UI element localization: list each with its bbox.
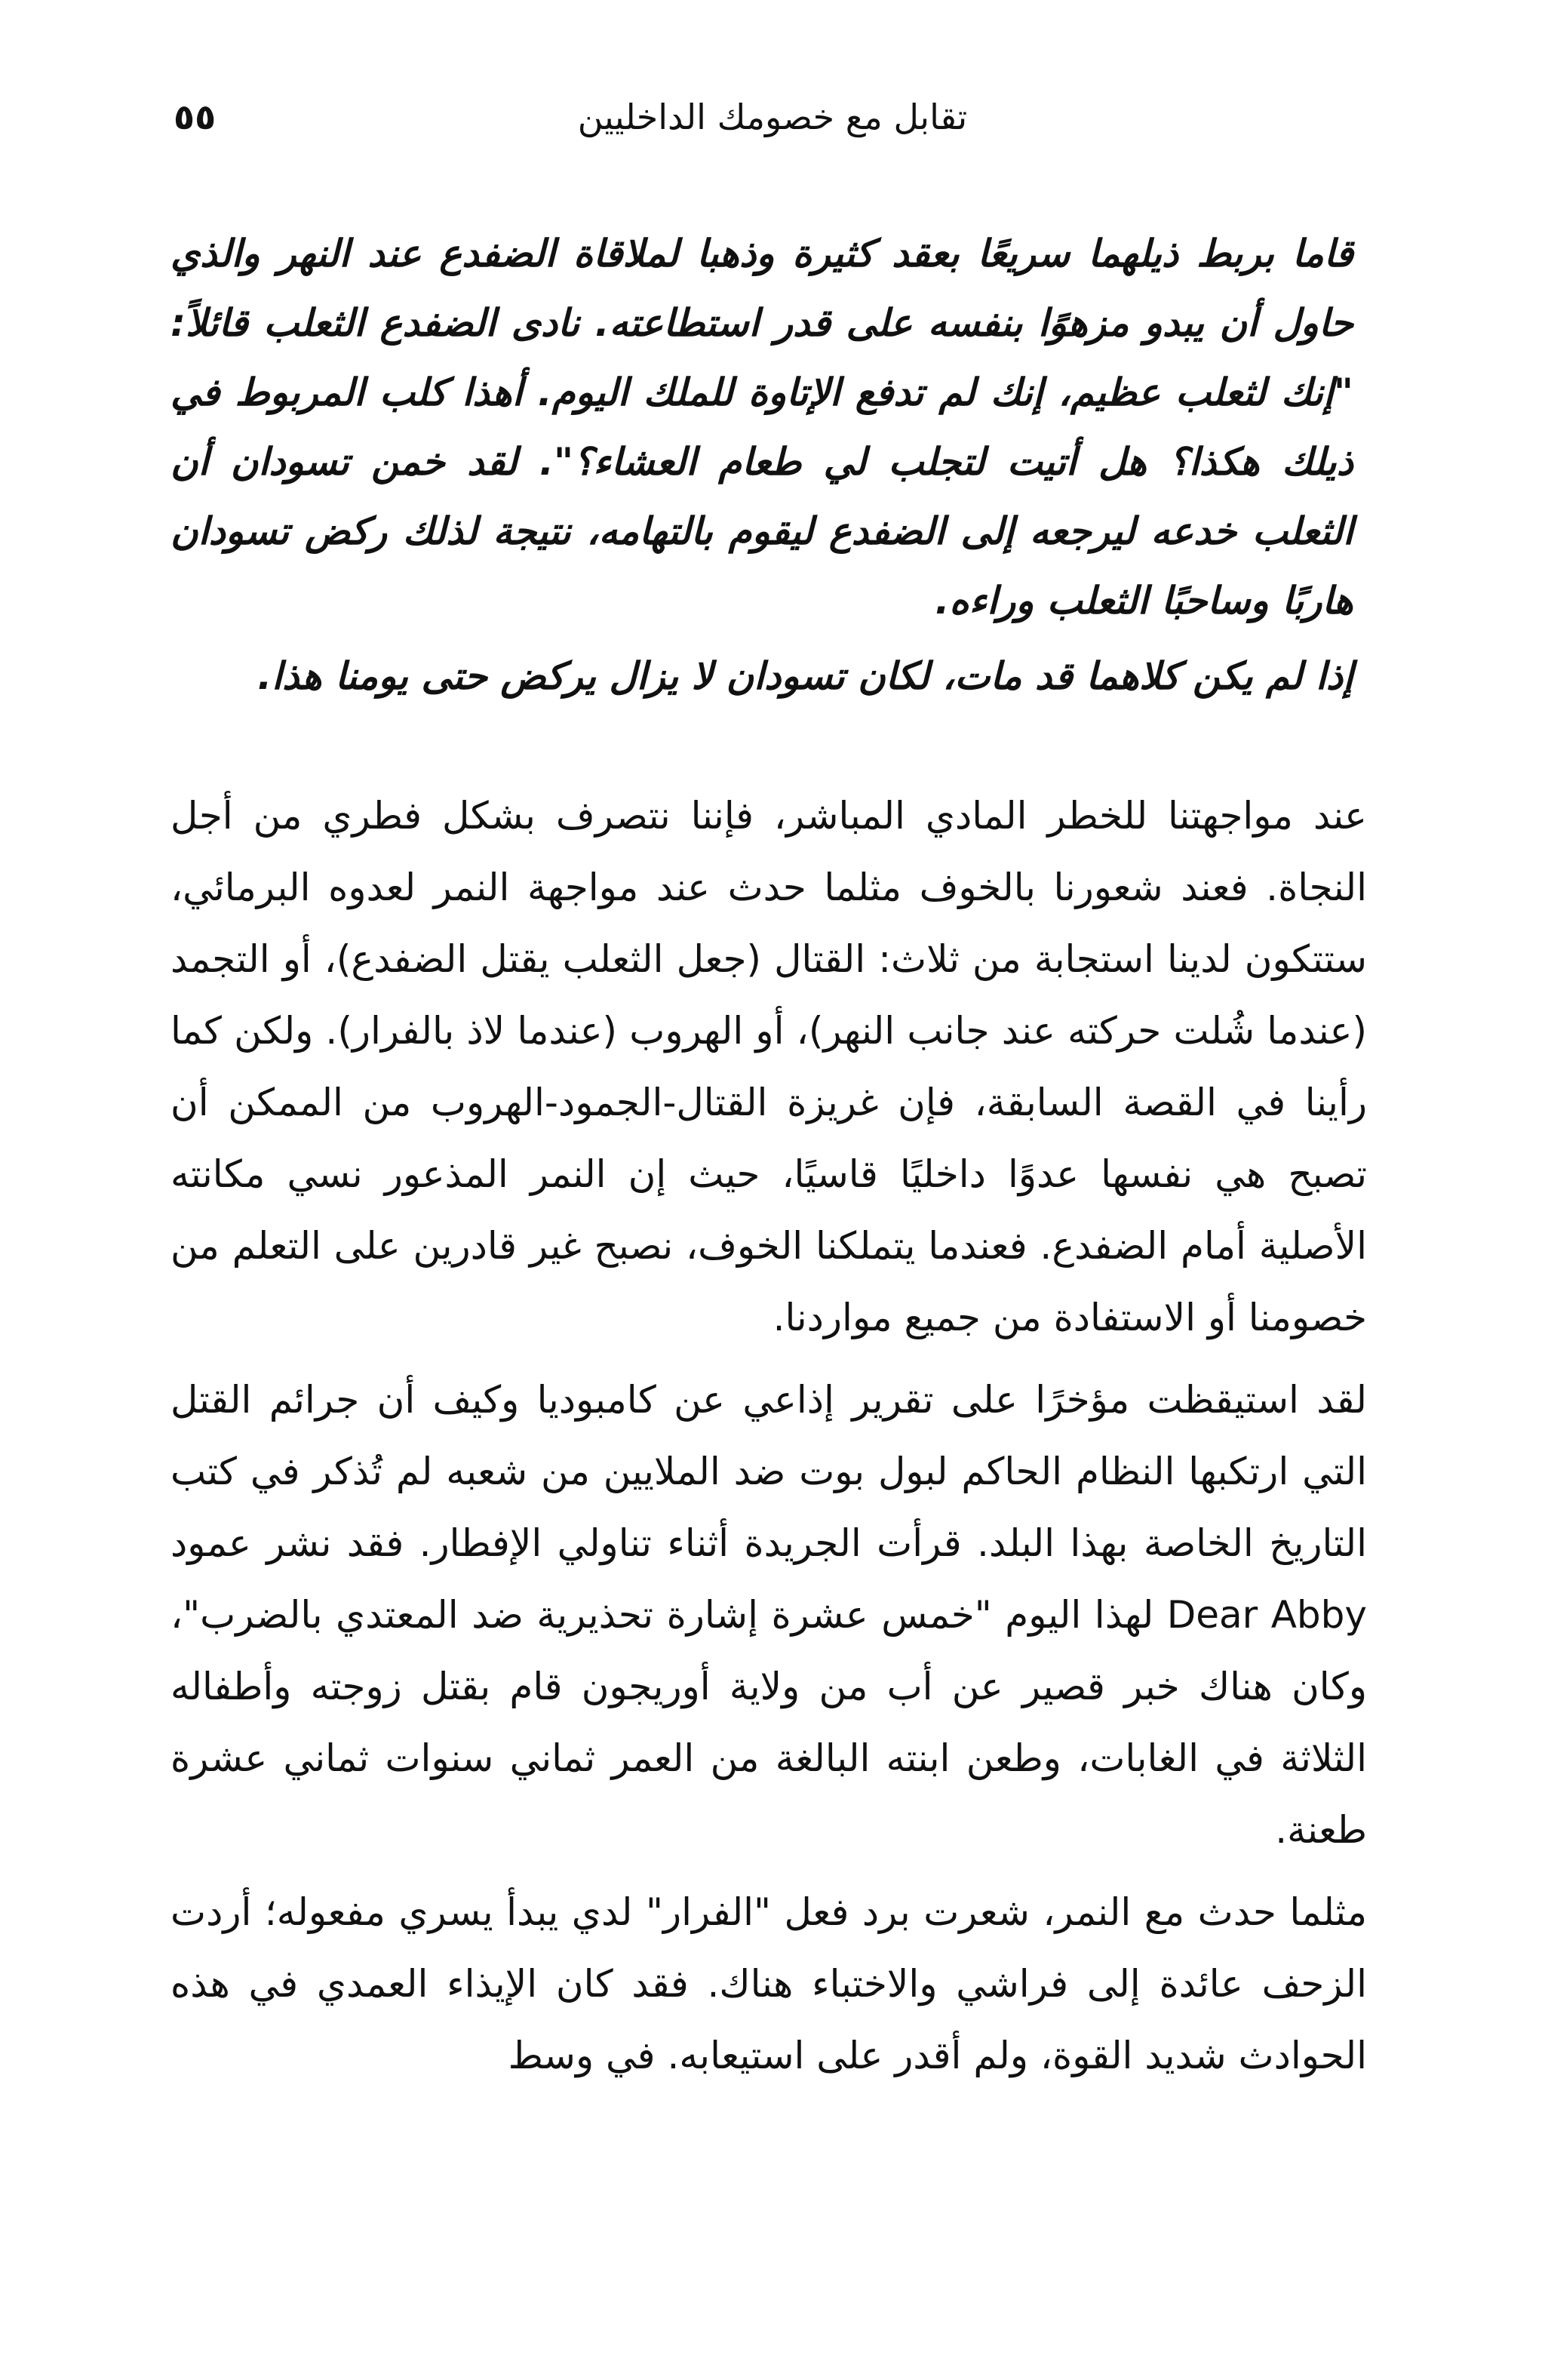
running-header xyxy=(174,97,1371,149)
main-text xyxy=(170,780,1367,2092)
quote-paragraph: قاما بربط ذيلهما سريعًا بعقد كثيرة وذهبا لملاقاة الضفدع عند النهر والذي حاول أن يبدو مزهوًا بنفسه على قدر استطاعته. نادى الضفدع الثعلب قائلاً: "إنك لثعلب عظيم، إنك لم تدفع الإتاوة للملك اليوم. أهذا كلب المربوط في ذيلك هكذا؟ هل أتيت لتجلب لي طعام العشاء؟". لقد خمن تسودان أن الثعلب خدعه ليرجعه إلى الضفدع ليقوم بالتهامه، نتيجة لذلك ركض تسودان هاربًا وساحبًا الثعلب وراءه. xyxy=(170,232,1353,623)
chapter-title: تقابل مع خصومك الداخليين xyxy=(577,97,968,137)
page-number: ٥٥ xyxy=(174,97,217,137)
body-paragraph: عند مواجهتنا للخطر المادي المباشر، فإننا نتصرف بشكل فطري من أجل النجاة. فعند شعورنا بالخوف مثلما حدث عند مواجهة النمر لعدوه البرمائي، ستتكون لدينا استجابة من ثلاث: القتال (جعل الثعلب يقتل الضفدع)، أو التجمد (عندما شُلت حركته عند جانب النهر)، أو الهروب (عندما لاذ بالفرار). ولكن كما رأينا في القصة السابقة، فإن غريزة القتال-الجمود-الهروب من الممكن أن تصبح هي نفسها عدوًا داخليًا قاسيًا، حيث إن النمر المذعور نسي مكانته الأصلية أمام الضفدع. فعندما يتملكنا الخوف، نصبح غير قادرين على التعلم من خصومنا أو الاستفادة من جميع مواردنا. xyxy=(170,794,1367,1339)
quote-paragraph: إذا لم يكن كلاهما قد مات، لكان تسودان لا يزال يركض حتى يومنا هذا. xyxy=(257,654,1353,698)
page-body xyxy=(170,219,1367,2092)
body-paragraph: مثلما حدث مع النمر، شعرت برد فعل "الفرار" لدي يبدأ يسري مفعوله؛ أردت الزحف عائدة إلى فراشي والاختباء هناك. فقد كان الإيذاء العمدي في هذه الحوادث شديد القوة، ولم أقدر على استيعابه. في وسط xyxy=(170,1890,1367,2077)
story-quote xyxy=(170,219,1367,711)
body-paragraph: لقد استيقظت مؤخرًا على تقرير إذاعي عن كامبوديا وكيف أن جرائم القتل التي ارتكبها النظام الحاكم لبول بوت ضد الملايين من شعبه لم تُذكر في كتب التاريخ الخاصة بهذا البلد. قرأت الجريدة أثناء تناولي الإفطار. فقد نشر عمود Dear Abby لهذا اليوم "خمس عشرة إشارة تحذيرية ضد المعتدي بالضرب"، وكان هناك خبر قصير عن أب من ولاية أوريجون قام بقتل زوجته وأطفاله الثلاثة في الغابات، وطعن ابنته البالغة من العمر ثماني سنوات ثماني عشرة طعنة. xyxy=(170,1378,1367,1852)
